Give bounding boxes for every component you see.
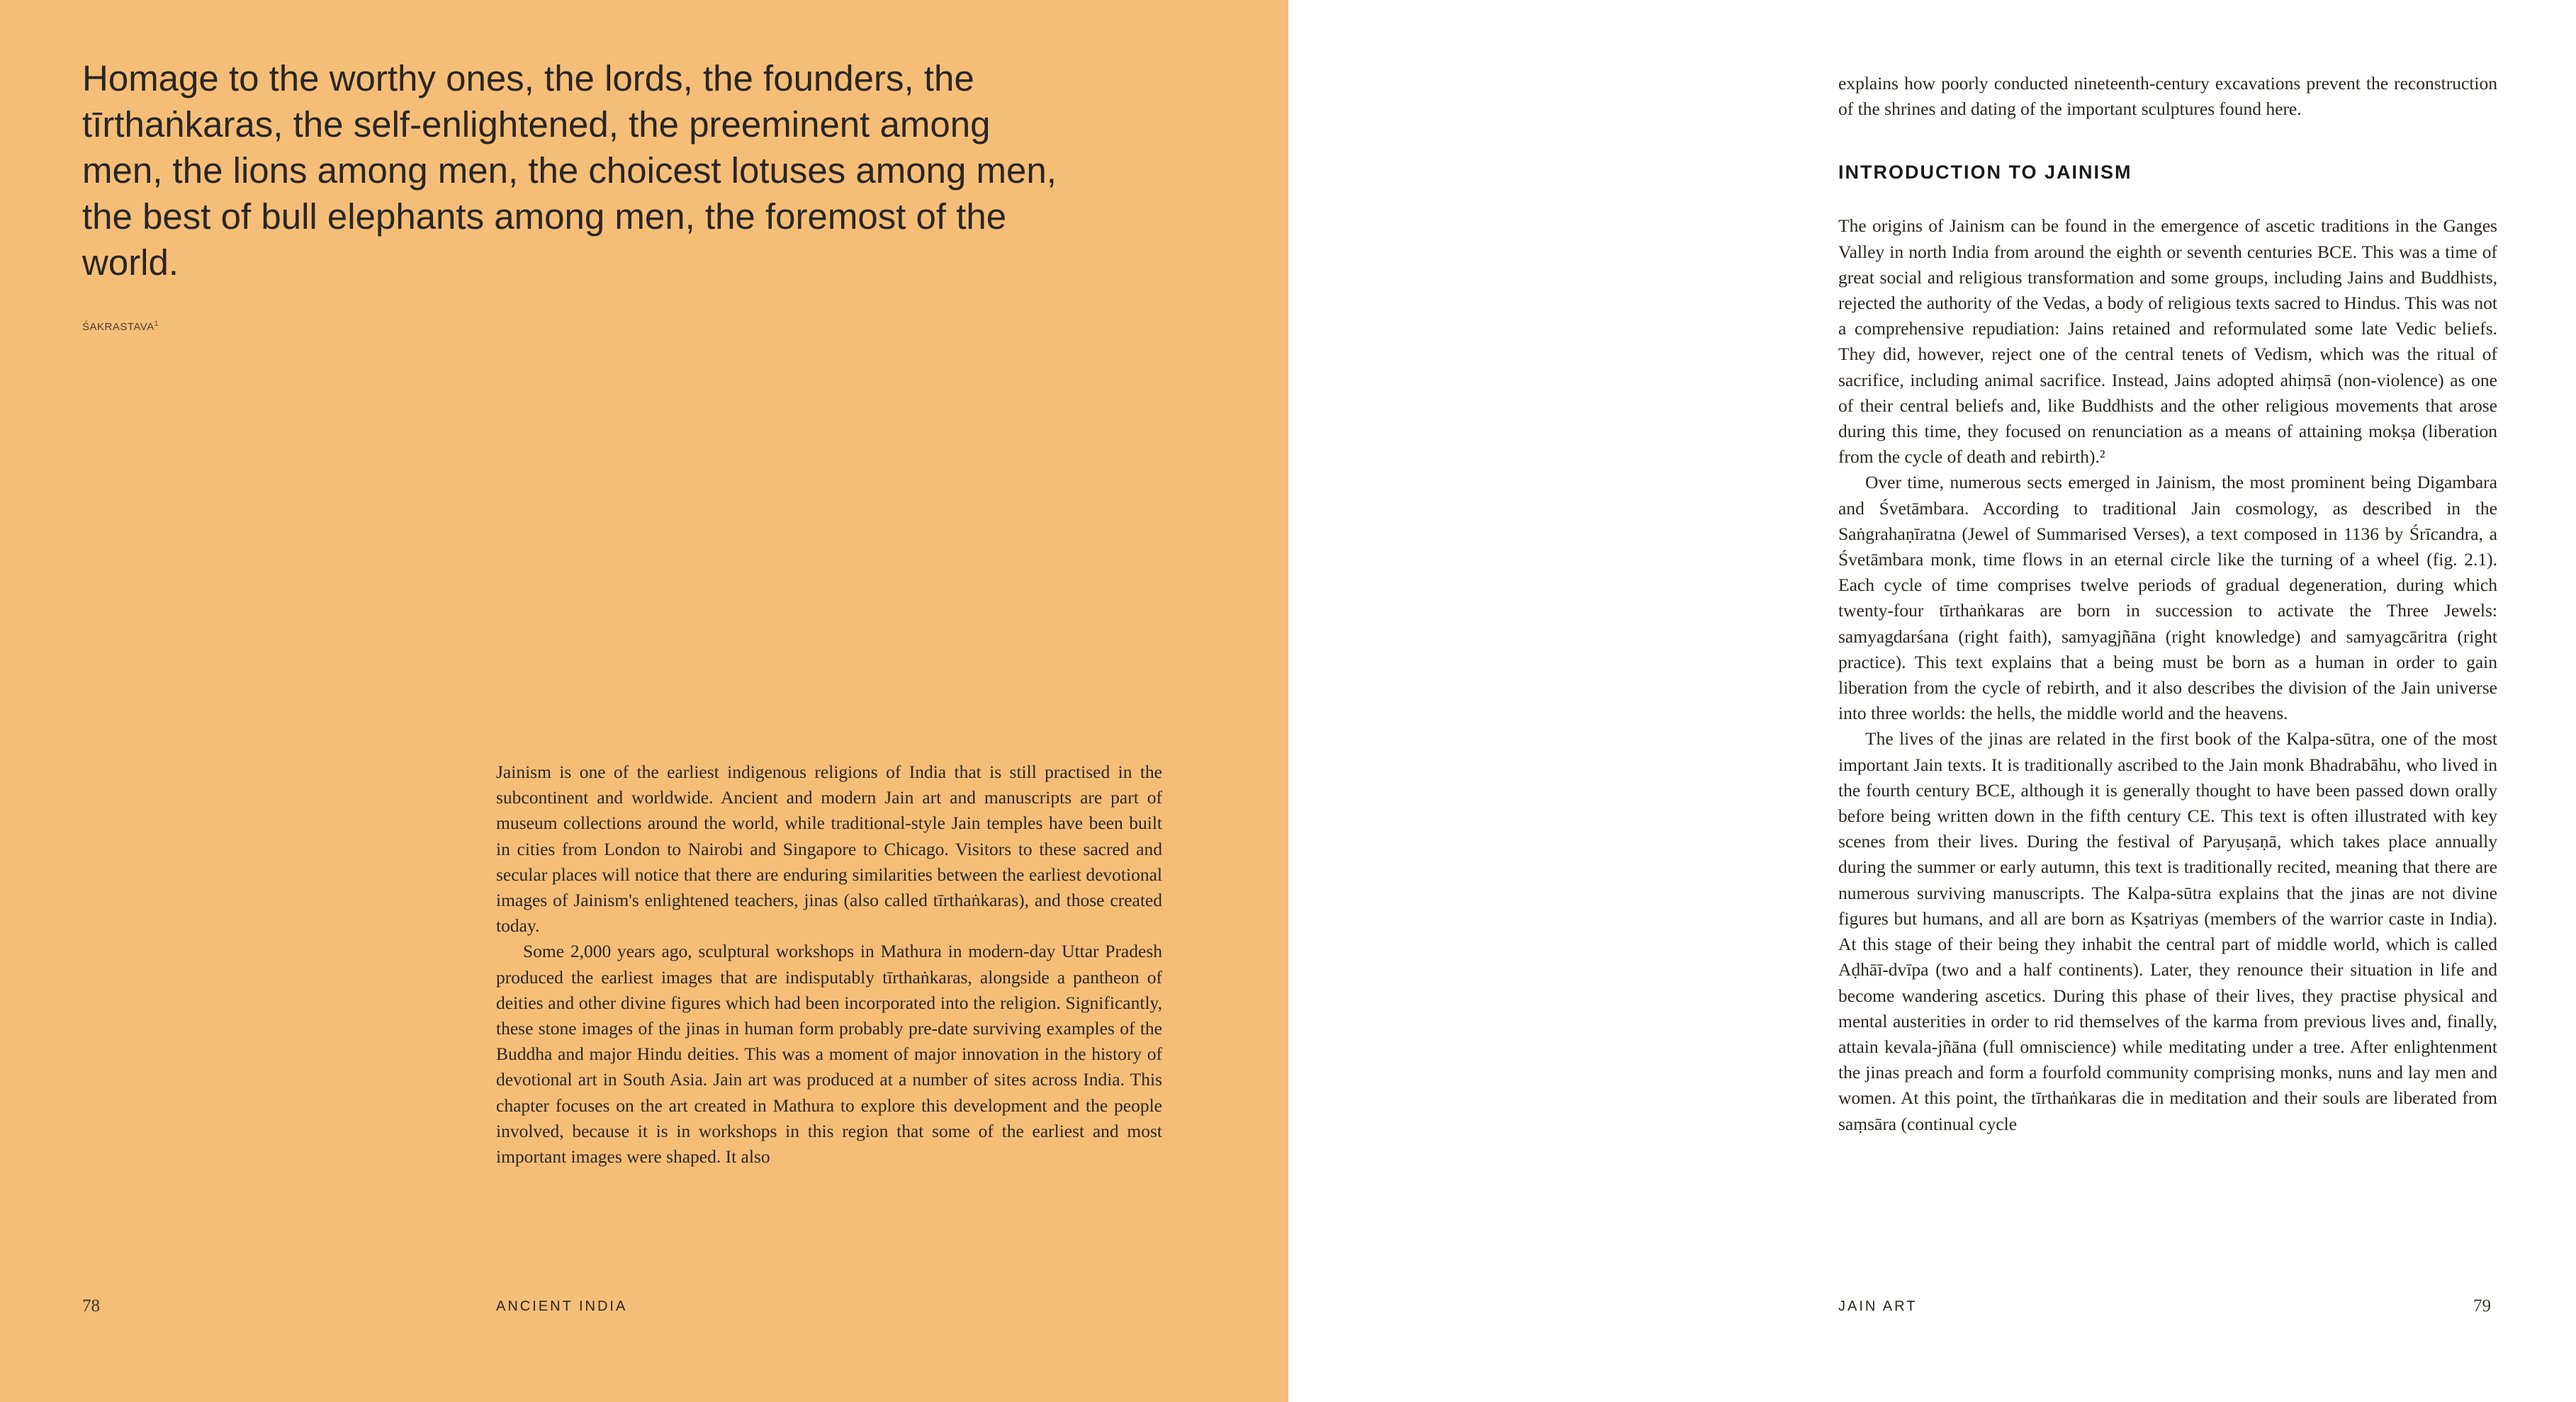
epigraph-note-marker: 1 — [154, 320, 159, 328]
right-paragraph-1: The origins of Jainism can be found in the emergence of ascetic traditions in the Ganges Valley in north India from around the eighth or seventh centuries BCE. This was a time of great social and religious transformation and some groups, including Jains and Buddhists, rejected the authority of the Vedas, a body of religious texts sacred to Hindus. This was not a comprehensive repudiation: Jains retained and reformulated some late Vedic beliefs. They did, however, reject one of the central tenets of Vedism, which was the ritual of sacrifice, including animal sacrifice. Instead, Jains adopted ahiṃsā (non-violence) as one of their central beliefs and, like Buddhists and the other religious movements that arose during this time, they focused on renunciation as a means of attaining mokṣa (liberation from the cycle of death and rebirth).² — [1838, 215, 2497, 468]
right-paragraph-2: Over time, numerous sects emerged in Jainism, the most prominent being Digambara and Śvetāmbara. According to traditional Jain cosmology, as described in the Saṅgrahaṇīratna (Jewel of Summarised Verses), a text composed in 1136 by Śrīcandra, a Śvetāmbara monk, time flows in an eternal circle like the turning of a wheel (fig. 2.1). Each cycle of time comprises twelve periods of gradual degeneration, during which twenty-four tīrthaṅkaras are born in succession to activate the Three Jewels: samyagdarśana (right faith), samyagjñāna (right knowledge) and samyagcāritra (right practice). This text explains that a being must be born as a human in order to gain liberation from the cycle of rebirth, and it also describes the division of the Jain universe into three worlds: the hells, the middle world and the heavens. — [1838, 472, 2497, 724]
epigraph-source-name: ŚAKRASTAVA — [82, 321, 154, 333]
right-body-text — [1838, 71, 2497, 1137]
left-paragraph-1: Jainism is one of the earliest indigenous religions of India that is still practised in the subcontinent and worldwide. Ancient and modern Jain art and manuscripts are part of museum collections around the world, while traditional-style Jain temples have been built in cities from London to Nairobi and Singapore to Chicago. Visitors to these sacred and secular places will notice that there are enduring similarities between the earliest devotional images of Jainism's enlightened teachers, jinas (also called tīrthaṅkaras), and those created today. — [496, 762, 1162, 937]
page-number-left: 78 — [82, 1296, 100, 1316]
running-head-left: ANCIENT INDIA — [496, 1299, 628, 1314]
left-body-text — [496, 759, 1162, 1170]
page-number-right: 79 — [2473, 1296, 2491, 1316]
right-paragraph-3: The lives of the jinas are related in the first book of the Kalpa-sūtra, one of the most important Jain texts. It is traditionally ascribed to the Jain monk Bhadrabāhu, who lived in the fourth century BCE, although it is generally thought to have been passed down orally before being written down in the fifth century CE. This text is often illustrated with key scenes from their lives. During the festival of Paryuṣaṇā, which takes place annually during the summer or early autumn, this text is traditionally recited, meaning that there are numerous surviving manuscripts. The Kalpa-sūtra explains that the jinas are not divine figures but humans, and all are born as Kṣatriyas (members of the warrior caste in India). At this stage of their being they inhabit the central part of middle world, which is called Aḍhāī-dvīpa (two and a half continents). Later, they renounce their situation in life and become wandering ascetics. During this phase of their lives, they practise physical and mental austerities in order to rid themselves of the karma from previous lives and, finally, attain kevala-jñāna (full omniscience) while meditating under a tree. After enlightenment the jinas preach and form a fourfold community comprising monks, nuns and lay men and women. At this point, the tīrthaṅkaras die in meditation and their souls are liberated from saṃsāra (continual cycle — [1838, 728, 2497, 1134]
left-paragraph-2: Some 2,000 years ago, sculptural workshops in Mathura in modern-day Uttar Pradesh produced the earliest images that are indisputably tīrthaṅkaras, alongside a pantheon of deities and other divine figures which had been incorporated into the religion. Significantly, these stone images of the jinas in human form probably pre-date surviving examples of the Buddha and major Hindu deities. This was a moment of major innovation in the history of devotional art in South Asia. Jain art was produced at a number of sites across India. This chapter focuses on the art created in Mathura to explore this development and the people involved, because it is in workshops in this region that some of the earliest and most important images were shaped. It also — [496, 941, 1162, 1168]
epigraph-quote: Homage to the worthy ones, the lords, the founders, the tīrthaṅkaras, the self-enlightened, the preeminent among men, the lions among men, the choicest lotuses among men, the best of bull elephants among men, the foremost of the world. — [82, 58, 1057, 283]
epigraph-source — [82, 320, 159, 333]
running-head-right: JAIN ART — [1838, 1299, 1918, 1314]
right-intro-paragraph: explains how poorly conducted nineteenth-century excavations prevent the reconstruction of the shrines and dating of the important sculptures found here. — [1838, 73, 2497, 120]
section-heading: INTRODUCTION TO JAINISM — [1838, 162, 2132, 183]
